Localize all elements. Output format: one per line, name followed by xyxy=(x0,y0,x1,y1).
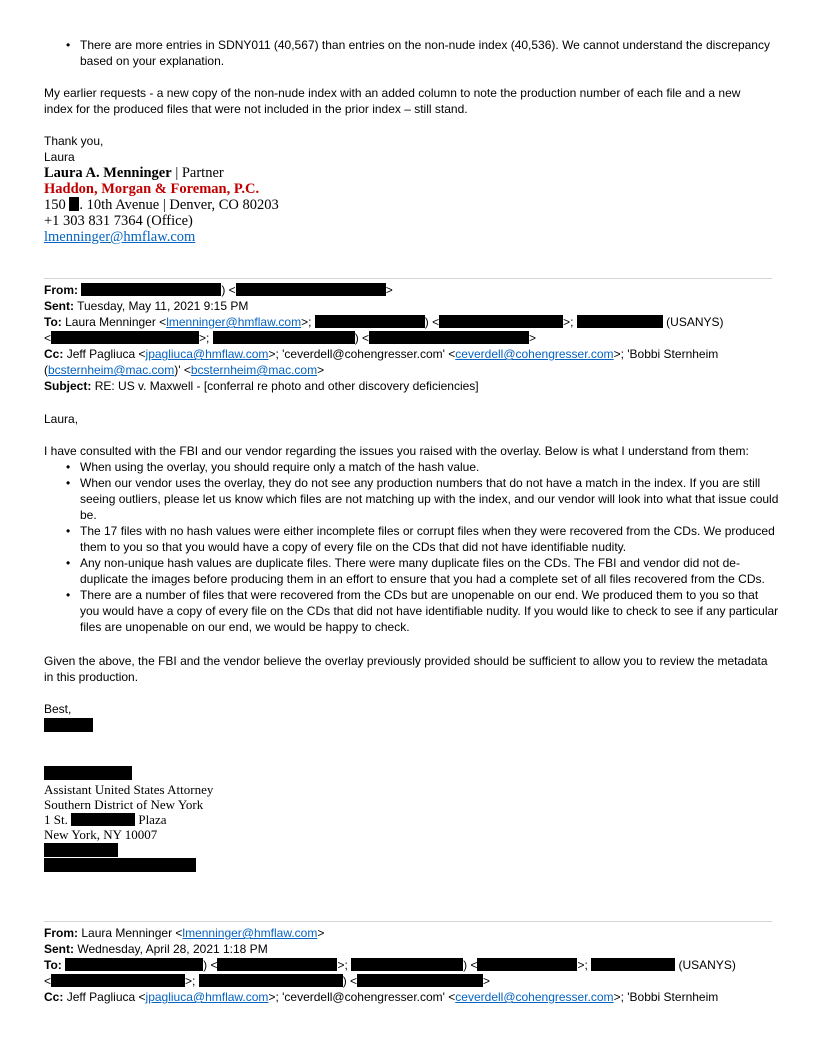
sender-short-name: Laura xyxy=(44,150,75,164)
thanks-line: Thank you, xyxy=(44,134,104,148)
redaction-block xyxy=(51,974,185,987)
redaction-block xyxy=(577,315,663,328)
signature-email-link[interactable]: lmenninger@hmflaw.com xyxy=(44,229,196,245)
list-item: • There are more entries in SDNY011 (40,567) than entries on the non-nude index (40,536). We cannot understand the discrepancy based on your explanation. xyxy=(44,37,784,69)
email1-subject-line: Subject: RE: US v. Maxwell - [conferral re photo and other discovery deficiencies] xyxy=(44,379,479,393)
email1-header xyxy=(44,282,784,394)
redaction-block xyxy=(236,283,386,296)
email1-sign-off: Best, xyxy=(44,702,72,716)
email-link[interactable]: lmenninger@hmflaw.com xyxy=(182,926,318,940)
firm-address: 150 . 10th Avenue | Denver, CO 80203 xyxy=(44,197,279,213)
redaction-block xyxy=(44,843,118,857)
redaction-block xyxy=(369,331,529,344)
email-link[interactable]: jpagliuca@hmflaw.com xyxy=(145,990,269,1004)
redaction-block xyxy=(217,958,337,971)
email1-greeting: Laura, xyxy=(44,412,79,426)
email-link[interactable]: ceverdell@cohengresser.com xyxy=(455,347,614,361)
email1-sent-line: Sent: Tuesday, May 11, 2021 9:15 PM xyxy=(44,299,249,313)
redaction-block xyxy=(44,858,196,872)
redaction-block xyxy=(315,315,425,328)
redaction-block xyxy=(44,766,132,780)
email1-bullet-list xyxy=(44,459,780,635)
redaction-block xyxy=(71,813,135,826)
firm-name: Haddon, Morgan & Foreman, P.C. xyxy=(44,181,260,197)
redaction-block xyxy=(81,283,221,296)
email2-cc-line: Cc: Jeff Pagliuca <jpagliuca@hmflaw.com>; 'ceverdell@cohengresser.com' <ceverdell@cohengresser.com>; 'Bobbi Sternheim xyxy=(44,990,719,1004)
redaction-block xyxy=(44,718,93,732)
requests-paragraph: My earlier requests - a new copy of the non-nude index with an added column to note the production number of each file and a new index for the produced files that were not included in the prior index – still stand. xyxy=(44,86,741,116)
signature-role: Partner xyxy=(181,165,224,181)
redaction-block xyxy=(351,958,463,971)
firm-phone: +1 303 831 7364 (Office) xyxy=(44,213,193,229)
redaction-block xyxy=(65,958,203,971)
email1-closing-paragraph: Given the above, the FBI and the vendor believe the overlay previously provided should be sufficient to allow you to review the metadata in this production. xyxy=(44,654,768,684)
list-item: • There are a number of files that were recovered from the CDs but are unopenable on our end. We produced them to you so that you would have a copy of every file on the CDs that did not have identifiable nudity. If you would like to check to see if any particular files are unopenable on our end, we would be happy to check. xyxy=(44,587,780,635)
email1-intro: I have consulted with the FBI and our vendor regarding the issues you raised with the overlay. Below is what I understand from them: xyxy=(44,444,749,458)
aus-office: Southern District of New York xyxy=(44,797,204,812)
email-link[interactable]: lmenninger@hmflaw.com xyxy=(166,315,302,329)
divider xyxy=(44,921,772,922)
email1-to-line: To: Laura Menninger <lmenninger@hmflaw.com>; ) < >; (USANYS) xyxy=(44,315,724,329)
email-link[interactable]: bcsternheim@mac.com xyxy=(48,363,175,377)
list-item: • Any non-unique hash values are duplicate files. There were many duplicate files on the CDs. The FBI and vendor did not de-duplicate the images before producing them in an effort to ensure that you had a complete set of all files recovered from the CDs. xyxy=(44,555,780,587)
email1-to-line-2: < >; ) < > xyxy=(44,331,537,345)
email2-from-line: From: Laura Menninger <lmenninger@hmflaw.com> xyxy=(44,926,325,940)
signature-name: Laura A. Menninger xyxy=(44,165,172,181)
redaction-block xyxy=(477,958,577,971)
email2-to-line-2: < >; ) < > xyxy=(44,974,491,988)
redaction-block xyxy=(199,974,343,987)
redaction-block xyxy=(69,197,79,211)
email1-from-line: From: ) < > xyxy=(44,283,393,297)
redaction-block xyxy=(591,958,675,971)
signature-name-line: Laura A. Menninger | Partner xyxy=(44,165,224,181)
aus-title: Assistant United States Attorney xyxy=(44,782,214,797)
list-item: • The 17 files with no hash values were either incomplete files or corrupt files when they were recovered from the CDs. We produced them to you so that you would have a copy of every file on the CDs that did not have identifiable nudity. xyxy=(44,523,780,555)
list-item: • When our vendor uses the overlay, they do not see any production numbers that do not have a match in the index. If you are still seeing outliers, please let us know which files are not matching up with the index, and our vendor will look into what that issue could be. xyxy=(44,475,780,523)
redaction-block xyxy=(357,974,483,987)
email1-cc-line: Cc: Jeff Pagliuca <jpagliuca@hmflaw.com>; 'ceverdell@cohengresser.com' <ceverdell@cohengresser.com>; 'Bobbi Sternheim xyxy=(44,347,719,361)
signature-block xyxy=(44,165,444,245)
email-link[interactable]: ceverdell@cohengresser.com xyxy=(455,990,614,1004)
redaction-block xyxy=(51,331,199,344)
email-link[interactable]: bcsternheim@mac.com xyxy=(190,363,318,377)
redaction-block xyxy=(213,331,355,344)
email-link[interactable]: jpagliuca@hmflaw.com xyxy=(145,347,269,361)
aus-address: 1 St. Plaza xyxy=(44,812,167,827)
email2-sent-line: Sent: Wednesday, April 28, 2021 1:18 PM xyxy=(44,942,268,956)
list-item: • When using the overlay, you should require only a match of the hash value. xyxy=(44,459,780,475)
divider xyxy=(44,278,772,279)
email2-header xyxy=(44,925,784,1005)
email1-cc-line-2: (bcsternheim@mac.com)' <bcsternheim@mac.com> xyxy=(44,363,325,377)
aus-city: New York, NY 10007 xyxy=(44,827,158,842)
email2-to-line: To: ) < >; ) < >; (USANYS) xyxy=(44,958,736,972)
top-bullet-list xyxy=(44,37,784,69)
redaction-block xyxy=(439,315,563,328)
